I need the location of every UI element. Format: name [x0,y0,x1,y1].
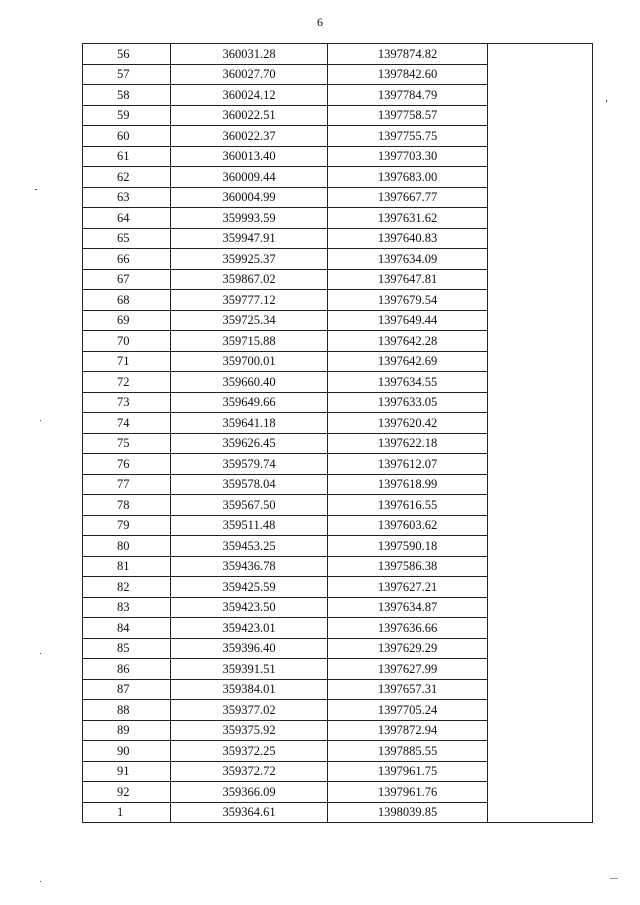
point-number-cell: 63 [83,187,171,208]
x-coordinate-cell: 359377.02 [171,700,328,721]
y-coordinate-cell: 1397642.28 [328,331,488,352]
y-coordinate-cell: 1397872.94 [328,720,488,741]
point-number-cell: 89 [83,720,171,741]
point-number-cell: 92 [83,782,171,803]
y-coordinate-cell: 1397634.09 [328,249,488,270]
y-coordinate-cell: 1397640.83 [328,228,488,249]
x-coordinate-cell: 360022.37 [171,126,328,147]
point-number-cell: 61 [83,146,171,167]
x-coordinate-cell: 359777.12 [171,290,328,311]
x-coordinate-cell: 360031.28 [171,44,328,65]
x-coordinate-cell: 359925.37 [171,249,328,270]
y-coordinate-cell: 1397631.62 [328,208,488,229]
point-number-cell: 76 [83,454,171,475]
y-coordinate-cell: 1397642.69 [328,351,488,372]
point-number-cell: 90 [83,741,171,762]
x-coordinate-cell: 360004.99 [171,187,328,208]
point-number-cell: 87 [83,679,171,700]
point-number-cell: 83 [83,597,171,618]
x-coordinate-cell: 359649.66 [171,392,328,413]
point-number-cell: 66 [83,249,171,270]
x-coordinate-cell: 359660.40 [171,372,328,393]
x-coordinate-cell: 359867.02 [171,269,328,290]
x-coordinate-cell: 359436.78 [171,556,328,577]
y-coordinate-cell: 1397657.31 [328,679,488,700]
point-number-cell: 74 [83,413,171,434]
x-coordinate-cell: 359372.25 [171,741,328,762]
x-coordinate-cell: 360013.40 [171,146,328,167]
y-coordinate-cell: 1397636.66 [328,618,488,639]
scan-speck [40,653,41,654]
x-coordinate-cell: 359567.50 [171,495,328,516]
y-coordinate-cell: 1397616.55 [328,495,488,516]
y-coordinate-cell: 1397629.29 [328,638,488,659]
point-number-cell: 57 [83,64,171,85]
point-number-cell: 85 [83,638,171,659]
point-number-cell: 75 [83,433,171,454]
x-coordinate-cell: 360024.12 [171,85,328,106]
x-coordinate-cell: 359425.59 [171,577,328,598]
y-coordinate-cell: 1397649.44 [328,310,488,331]
x-coordinate-cell: 360022.51 [171,105,328,126]
x-coordinate-cell: 359372.72 [171,761,328,782]
x-coordinate-cell: 359715.88 [171,331,328,352]
scan-speck [40,420,41,421]
x-coordinate-cell: 359423.50 [171,597,328,618]
point-number-cell: 79 [83,515,171,536]
x-coordinate-cell: 359641.18 [171,413,328,434]
point-number-cell: 82 [83,577,171,598]
y-coordinate-cell: 1397758.57 [328,105,488,126]
empty-merged-cell [488,44,593,823]
scan-speck [610,878,618,879]
x-coordinate-cell: 359364.61 [171,802,328,823]
y-coordinate-cell: 1397667.77 [328,187,488,208]
y-coordinate-cell: 1397620.42 [328,413,488,434]
y-coordinate-cell: 1397634.55 [328,372,488,393]
point-number-cell: 60 [83,126,171,147]
y-coordinate-cell: 1397842.60 [328,64,488,85]
point-number-cell: 1 [83,802,171,823]
y-coordinate-cell: 1397885.55 [328,741,488,762]
point-number-cell: 86 [83,659,171,680]
point-number-cell: 73 [83,392,171,413]
y-coordinate-cell: 1397633.05 [328,392,488,413]
y-coordinate-cell: 1397784.79 [328,85,488,106]
point-number-cell: 59 [83,105,171,126]
y-coordinate-cell: 1397627.99 [328,659,488,680]
y-coordinate-cell: 1397874.82 [328,44,488,65]
scan-speck [35,189,37,190]
point-number-cell: 56 [83,44,171,65]
x-coordinate-cell: 359947.91 [171,228,328,249]
y-coordinate-cell: 1397705.24 [328,700,488,721]
x-coordinate-cell: 359511.48 [171,515,328,536]
y-coordinate-cell: 1397618.99 [328,474,488,495]
y-coordinate-cell: 1397703.30 [328,146,488,167]
y-coordinate-cell: 1397683.00 [328,167,488,188]
y-coordinate-cell: 1397622.18 [328,433,488,454]
y-coordinate-cell: 1397679.54 [328,290,488,311]
point-number-cell: 88 [83,700,171,721]
point-number-cell: 62 [83,167,171,188]
x-coordinate-cell: 359396.40 [171,638,328,659]
y-coordinate-cell: 1398039.85 [328,802,488,823]
coordinates-table-body [83,44,593,823]
point-number-cell: 84 [83,618,171,639]
x-coordinate-cell: 359375.92 [171,720,328,741]
x-coordinate-cell: 359384.01 [171,679,328,700]
x-coordinate-cell: 359626.45 [171,433,328,454]
x-coordinate-cell: 359366.09 [171,782,328,803]
point-number-cell: 91 [83,761,171,782]
point-number-cell: 72 [83,372,171,393]
y-coordinate-cell: 1397612.07 [328,454,488,475]
x-coordinate-cell: 359993.59 [171,208,328,229]
point-number-cell: 80 [83,536,171,557]
point-number-cell: 69 [83,310,171,331]
scan-speck [606,100,607,102]
point-number-cell: 64 [83,208,171,229]
x-coordinate-cell: 359453.25 [171,536,328,557]
table-row [83,44,593,65]
point-number-cell: 68 [83,290,171,311]
y-coordinate-cell: 1397755.75 [328,126,488,147]
point-number-cell: 71 [83,351,171,372]
point-number-cell: 78 [83,495,171,516]
x-coordinate-cell: 359700.01 [171,351,328,372]
x-coordinate-cell: 359578.04 [171,474,328,495]
x-coordinate-cell: 360027.70 [171,64,328,85]
x-coordinate-cell: 360009.44 [171,167,328,188]
y-coordinate-cell: 1397961.76 [328,782,488,803]
point-number-cell: 77 [83,474,171,495]
y-coordinate-cell: 1397647.81 [328,269,488,290]
y-coordinate-cell: 1397627.21 [328,577,488,598]
x-coordinate-cell: 359725.34 [171,310,328,331]
point-number-cell: 70 [83,331,171,352]
y-coordinate-cell: 1397590.18 [328,536,488,557]
y-coordinate-cell: 1397586.38 [328,556,488,577]
coordinates-table [82,43,593,823]
point-number-cell: 81 [83,556,171,577]
x-coordinate-cell: 359391.51 [171,659,328,680]
y-coordinate-cell: 1397603.62 [328,515,488,536]
y-coordinate-cell: 1397634.87 [328,597,488,618]
point-number-cell: 65 [83,228,171,249]
scan-speck [40,881,41,882]
point-number-cell: 67 [83,269,171,290]
page-number: 6 [317,15,323,29]
y-coordinate-cell: 1397961.75 [328,761,488,782]
point-number-cell: 58 [83,85,171,106]
x-coordinate-cell: 359423.01 [171,618,328,639]
x-coordinate-cell: 359579.74 [171,454,328,475]
